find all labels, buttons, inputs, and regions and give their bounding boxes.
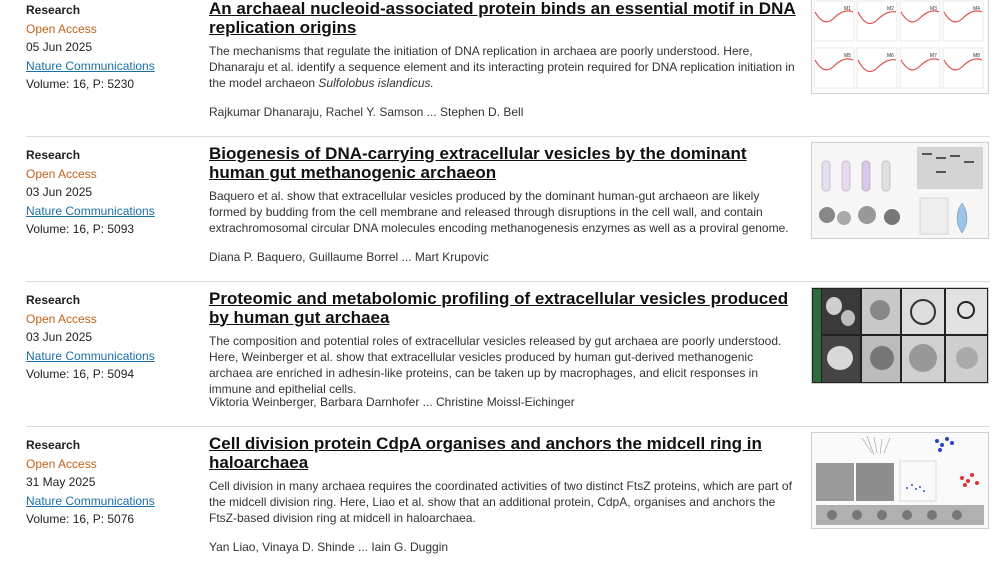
article-item: [26, 282, 990, 427]
article-meta: [26, 1, 196, 94]
article-type: Research: [26, 148, 81, 162]
article-thumbnail[interactable]: [811, 287, 989, 384]
article-item: [26, 0, 990, 137]
thumb-label-m4: M4: [973, 6, 980, 12]
publication-date: 05 Jun 2025: [26, 40, 93, 54]
article-body: [209, 290, 799, 397]
thumbnail-figure-division: [812, 433, 988, 528]
article-thumbnail[interactable]: [811, 432, 989, 529]
thumb-label-m7: M7: [930, 53, 937, 59]
article-meta: [26, 291, 196, 384]
thumb-label-m3: M3: [930, 6, 937, 12]
thumbnail-figure-plots: [812, 0, 988, 93]
article-authors: Yan Liao, Vinaya D. Shinde ... Iain G. Duggin: [209, 540, 449, 554]
open-access-badge: Open Access: [26, 311, 97, 326]
publication-date: 31 May 2025: [26, 475, 96, 489]
article-thumbnail[interactable]: [811, 0, 989, 94]
volume-info: Volume: 16, P: 5093: [26, 222, 135, 236]
article-thumbnail[interactable]: [811, 142, 989, 239]
article-title-link[interactable]: Cell division protein CdpA organises and anchors the midcell ring in haloarchaea: [209, 434, 762, 472]
article-authors: Viktoria Weinberger, Barbara Darnhofer ... Christine Moissl-Eichinger: [209, 395, 575, 409]
thumb-label-m2: M2: [887, 6, 894, 12]
article-body: [209, 0, 799, 91]
article-type: Research: [26, 293, 81, 307]
article-type: Research: [26, 3, 81, 17]
article-abstract: Cell division in many archaea requires the coordinated activities of two distinct FtsZ proteins, which are part of the midcell division ring. Here, Liao et al. show that an additional protein, CdpA, organises and anchors the FtsZ-based division ring at midcell in haloarchaea.: [209, 479, 792, 525]
article-meta: [26, 436, 196, 529]
thumbnail-figure-microscopy: [812, 288, 988, 383]
volume-info: Volume: 16, P: 5094: [26, 367, 135, 381]
article-title-link[interactable]: Proteomic and metabolomic profiling of extracellular vesicles produced by human gut archaea: [209, 289, 789, 327]
journal-link[interactable]: Nature Communications: [26, 58, 155, 73]
journal-link[interactable]: Nature Communications: [26, 493, 155, 508]
publication-date: 03 Jun 2025: [26, 185, 93, 199]
article-abstract: Baquero et al. show that extracellular vesicles produced by the dominant human-gut archaeon are likely formed by budding from the cell membrane and released through disruptions in the cell wall, and contain extrachromosomal circular DNA molecules encoding methanogenesis enzymes as well as a proviral genome.: [209, 189, 789, 235]
journal-link[interactable]: Nature Communications: [26, 348, 155, 363]
volume-info: Volume: 16, P: 5076: [26, 512, 135, 526]
article-title-link[interactable]: An archaeal nucleoid-associated protein binds an essential motif in DNA replication origins: [209, 0, 796, 37]
article-body: [209, 435, 799, 526]
article-authors: Diana P. Baquero, Guillaume Borrel ... Mart Krupovic: [209, 250, 489, 264]
article-meta: [26, 146, 196, 239]
open-access-badge: Open Access: [26, 21, 97, 36]
article-item: [26, 137, 990, 282]
open-access-badge: Open Access: [26, 456, 97, 471]
volume-info: Volume: 16, P: 5230: [26, 77, 135, 91]
article-authors: Rajkumar Dhanaraju, Rachel Y. Samson ... Stephen D. Bell: [209, 105, 524, 119]
abstract-text: The mechanisms that regulate the initiation of DNA replication in archaea are poorly understood. Here, Dhanaraju et al. identify a sequence element and its interacting protein required for DNA replication initiation in the model archaeon: [209, 44, 795, 90]
thumb-label-m6: M6: [887, 53, 894, 59]
thumbnail-figure-vesicles: [812, 143, 988, 238]
thumb-label-m8: M8: [973, 53, 980, 59]
article-type: Research: [26, 438, 81, 452]
article-item: [26, 427, 990, 572]
thumb-label-m5: M5: [844, 53, 851, 59]
article-abstract: [209, 43, 799, 91]
abstract-species: Sulfolobus islandicus.: [318, 76, 434, 90]
thumb-label-m1: M1: [844, 6, 851, 12]
open-access-badge: Open Access: [26, 166, 97, 181]
article-title-link[interactable]: Biogenesis of DNA-carrying extracellular vesicles by the dominant human gut methanogenic archaeon: [209, 144, 747, 182]
article-body: [209, 145, 799, 236]
journal-link[interactable]: Nature Communications: [26, 203, 155, 218]
publication-date: 03 Jun 2025: [26, 330, 93, 344]
article-abstract: The composition and potential roles of extracellular vesicles released by gut archaea are poorly understood. Here, Weinberger et al. show that extracellular vesicles produced by human gut-derived methanogenic archaea are enriched in adhesin-like proteins, can be taken up by macrophages, and elicit responses in immune and epithelial cells.: [209, 334, 782, 396]
